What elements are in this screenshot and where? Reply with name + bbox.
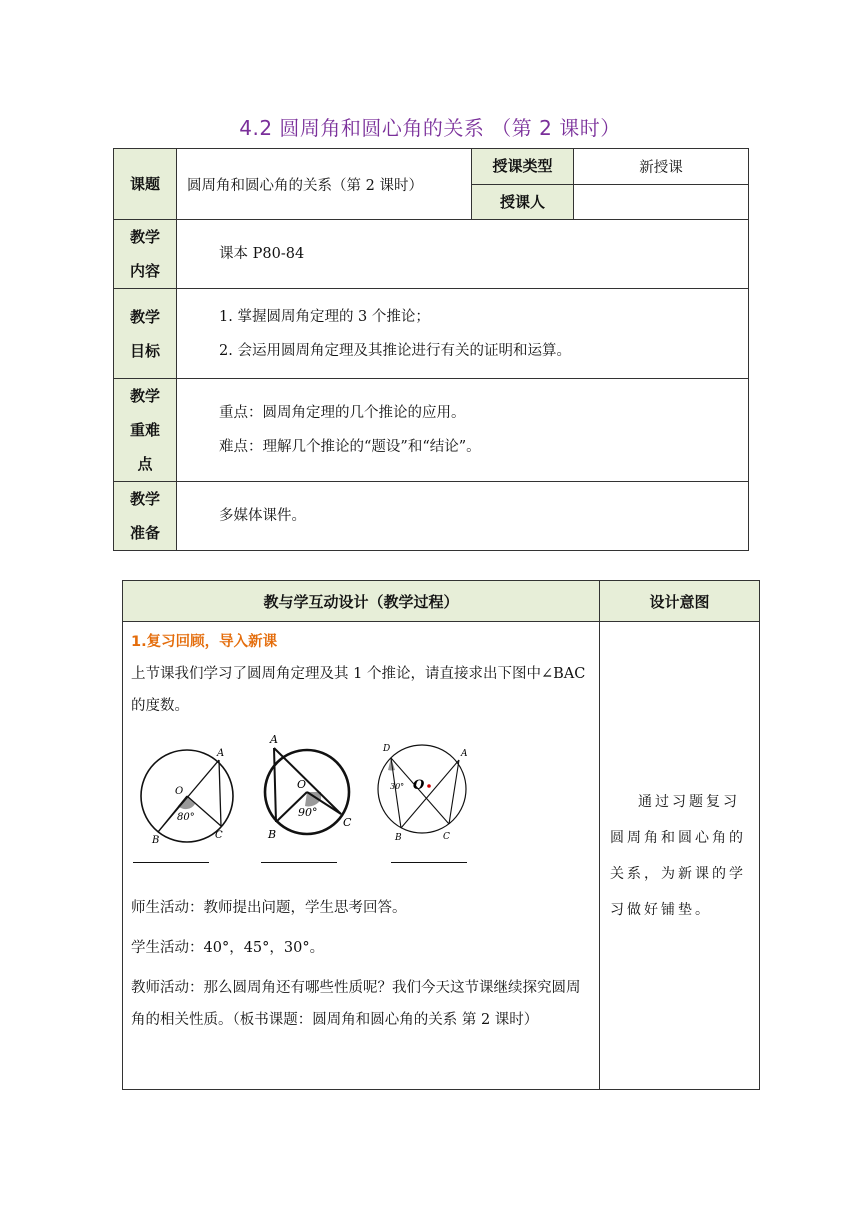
activity-paragraph: 教师活动：那么圆周角还有哪些性质呢？我们今天这节课继续探究圆周角的相关性质。（板书课题：圆周角和圆心角的关系 第 2 课时） [131, 980, 581, 1028]
content-label-line: 教学 [129, 228, 160, 246]
prep-label [114, 482, 177, 551]
goal-list [177, 289, 749, 379]
prep-value: 多媒体课件。 [177, 482, 749, 551]
figure-2-label-b: B [268, 828, 277, 841]
figure-2 [265, 733, 352, 841]
key-point: 重点：圆周角定理的几个推论的应用。 [219, 405, 466, 421]
type-label: 授课类型 [472, 149, 574, 185]
figure-1-chord-ac [219, 760, 221, 826]
figure-3-label-o: O [413, 778, 425, 793]
figure-1-label-o: O [175, 786, 184, 797]
figure-1-label-angle: 80° [177, 812, 195, 823]
answer-blank[interactable] [133, 862, 209, 863]
key-label-line: 教学 [129, 387, 160, 405]
difficulty-point: 难点：理解几个推论的“题设”和“结论”。 [219, 439, 481, 455]
page-title: 4.2 圆周角和圆心角的关系 （第 2 课时） [239, 116, 621, 140]
answer-blank[interactable] [261, 862, 337, 863]
figure-3-label-a: A [461, 749, 468, 759]
topic-value: 圆周角和圆心角的关系（第 2 课时） [177, 149, 472, 220]
answer-blanks [131, 846, 591, 886]
prep-label-line: 准备 [129, 524, 160, 542]
design-intent: 通过习题复习圆周角和圆心角的关系，为新课的学习做好铺垫。 [600, 622, 760, 1090]
content-label [114, 220, 177, 289]
type-value: 新授课 [574, 149, 749, 185]
figure-1-label-b: B [152, 835, 160, 846]
figure-2-label-angle: 90° [298, 806, 318, 819]
figure-2-chord-ab [274, 748, 276, 822]
figure-3-label-angle: 30° [390, 782, 405, 791]
circle-figures [131, 726, 591, 846]
activity-paragraph: 学生活动：40°，45°，30°。 [131, 940, 325, 956]
figure-1-label-a: A [217, 748, 225, 759]
figure-2-label-a: A [270, 733, 278, 746]
section-title: 1.复习回顾，导入新课 [131, 634, 278, 650]
figure-3 [378, 744, 468, 843]
process-header: 教与学互动设计（教学过程） [123, 581, 600, 622]
figure-3-label-d: D [383, 744, 391, 754]
intent-header: 设计意图 [600, 581, 760, 622]
goal-label-line: 教学 [129, 307, 160, 326]
figure-3-label-c: C [443, 832, 450, 842]
process-body [123, 622, 600, 1090]
key-label [114, 379, 177, 482]
goal-item: 2. 会运用圆周角定理及其推论进行有关的证明和运算。 [219, 342, 571, 359]
figure-2-label-c: C [343, 816, 352, 829]
content-label-line: 内容 [129, 262, 160, 280]
process-table [122, 580, 760, 1090]
figure-3-label-b: B [395, 833, 402, 843]
goal-label [114, 289, 177, 379]
prep-label-line: 教学 [129, 490, 160, 508]
teacher-label: 授课人 [472, 184, 574, 220]
key-label-line: 点 [137, 455, 153, 473]
teacher-value [574, 184, 749, 220]
figure-1-label-c: C [215, 830, 223, 841]
activity-paragraph: 师生活动：教师提出问题，学生思考回答。 [131, 900, 407, 916]
goal-label-line: 目标 [129, 341, 160, 360]
topic-label: 课题 [114, 149, 177, 220]
figure-1 [141, 748, 233, 846]
key-points [177, 379, 749, 482]
key-label-line: 重难 [129, 421, 160, 439]
figure-2-label-o: O [297, 778, 307, 791]
answer-blank[interactable] [391, 862, 467, 863]
lesson-info-table [113, 148, 749, 551]
content-value: 课本 P80-84 [177, 220, 749, 289]
goal-item: 1. 掌握圆周角定理的 3 个推论； [219, 308, 430, 325]
figure-3-center-dot [427, 784, 431, 788]
intro-text: 上节课我们学习了圆周角定理及其 1 个推论，请直接求出下图中∠BAC 的度数。 [131, 666, 586, 714]
